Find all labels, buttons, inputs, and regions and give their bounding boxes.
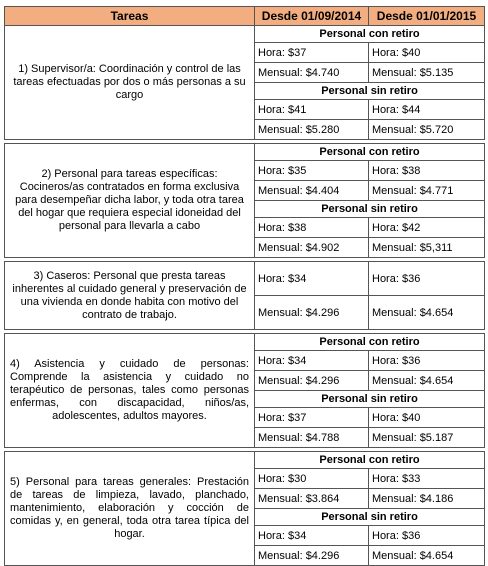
mensual-2015: Mensual: $4.654 <box>369 296 485 330</box>
hora-2015: Hora: $38 <box>369 161 485 181</box>
hora-2014: Hora: $41 <box>255 100 369 120</box>
task-description: 2) Personal para tareas específicas: Cocineros/as contratados en forma exclusiva para desempeñar dicha labor, y toda otra tarea del hogar que requiera especial idoneidad del personal para llevarla a cabo <box>5 144 255 258</box>
hora-2014: Hora: $38 <box>255 218 369 238</box>
header-row <box>5 7 485 26</box>
hora-2014: Hora: $34 <box>255 262 369 296</box>
hora-2015: Hora: $36 <box>369 526 485 546</box>
subheader-con-retiro: Personal con retiro <box>255 334 485 351</box>
table-row <box>5 144 485 161</box>
hora-2014: Hora: $37 <box>255 43 369 63</box>
hora-2015: Hora: $42 <box>369 218 485 238</box>
task-description: 3) Caseros: Personal que presta tareas inherentes al cuidado general y preservación de una vivienda en donde habita con motivo del contrato de trabajo. <box>5 262 255 330</box>
mensual-2014: Mensual: $4.902 <box>255 238 369 258</box>
mensual-2015: Mensual: $4.654 <box>369 546 485 566</box>
subheader-con-retiro: Personal con retiro <box>255 452 485 469</box>
hora-2014: Hora: $30 <box>255 469 369 489</box>
mensual-2014: Mensual: $4.740 <box>255 63 369 83</box>
subheader-con-retiro: Personal con retiro <box>255 144 485 161</box>
mensual-2015: Mensual: $5.720 <box>369 120 485 140</box>
table-row <box>5 26 485 43</box>
mensual-2014: Mensual: $4.404 <box>255 181 369 201</box>
header-tareas: Tareas <box>5 7 255 26</box>
subheader-sin-retiro: Personal sin retiro <box>255 509 485 526</box>
subheader-sin-retiro: Personal sin retiro <box>255 201 485 218</box>
header-col1: Desde 01/09/2014 <box>255 7 369 26</box>
mensual-2014: Mensual: $5.280 <box>255 120 369 140</box>
subheader-con-retiro: Personal con retiro <box>255 26 485 43</box>
mensual-2014: Mensual: $4.788 <box>255 428 369 448</box>
task-description: 1) Supervisor/a: Coordinación y control de las tareas efectuadas por dos o más personas a su cargo <box>5 26 255 140</box>
hora-2014: Hora: $37 <box>255 408 369 428</box>
hora-2015: Hora: $33 <box>369 469 485 489</box>
hora-2015: Hora: $40 <box>369 43 485 63</box>
mensual-2015: Mensual: $5.135 <box>369 63 485 83</box>
hora-2015: Hora: $44 <box>369 100 485 120</box>
hora-2014: Hora: $34 <box>255 351 369 371</box>
mensual-2014: Mensual: $4.296 <box>255 296 369 330</box>
salary-table <box>4 6 485 566</box>
mensual-2015: Mensual: $4.186 <box>369 489 485 509</box>
mensual-2014: Mensual: $4.296 <box>255 371 369 391</box>
mensual-2015: Mensual: $4.771 <box>369 181 485 201</box>
hora-2015: Hora: $40 <box>369 408 485 428</box>
hora-2014: Hora: $34 <box>255 526 369 546</box>
header-col2: Desde 01/01/2015 <box>369 7 485 26</box>
mensual-2015: Mensual: $5.187 <box>369 428 485 448</box>
mensual-2014: Mensual: $4.296 <box>255 546 369 566</box>
hora-2015: Hora: $36 <box>369 351 485 371</box>
subheader-sin-retiro: Personal sin retiro <box>255 83 485 100</box>
hora-2014: Hora: $35 <box>255 161 369 181</box>
task-description: 5) Personal para tareas generales: Prestación de tareas de limpieza, lavado, planchado, mantenimiento, elaboración y cocción de comidas y, en general, toda otra tarea típica del hogar. <box>5 452 255 566</box>
mensual-2014: Mensual: $3.864 <box>255 489 369 509</box>
subheader-sin-retiro: Personal sin retiro <box>255 391 485 408</box>
table-row <box>5 334 485 351</box>
mensual-2015: Mensual: $4.654 <box>369 371 485 391</box>
hora-2015: Hora: $36 <box>369 262 485 296</box>
mensual-2015: Mensual: $5,311 <box>369 238 485 258</box>
task-description: 4) Asistencia y cuidado de personas: Comprende la asistencia y cuidado no terapéutico de personas, tales como personas enfermas, con discapacidad, niños/as, adolescentes, adultos mayores. <box>5 334 255 448</box>
table-row <box>5 262 485 296</box>
table-row <box>5 452 485 469</box>
